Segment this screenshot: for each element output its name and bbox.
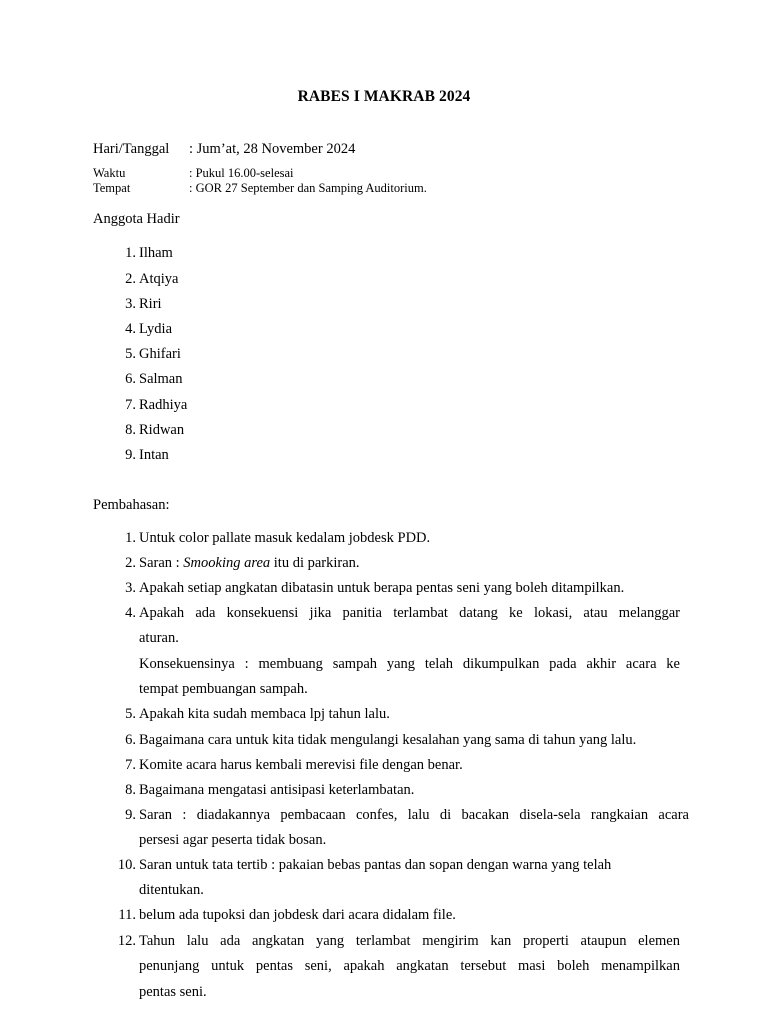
discussion-text-line: Saran : diadakannya pembacaan confes, lalu di bacakan disela-sela rangkaian acara [139, 807, 689, 823]
discussion-text-emphasis: Smooking area [183, 555, 271, 571]
discussion-text: belum ada tupoksi dan jobdesk dari acara didalam file. [139, 907, 456, 923]
attendees-heading: Anggota Hadir [93, 211, 180, 227]
meta-time-label: Waktu [93, 166, 126, 180]
list-item-number: 1. [125, 245, 136, 261]
document-title: RABES I MAKRAB 2024 [297, 88, 471, 105]
meta-place-value: : GOR 27 September dan Samping Auditorium. [189, 181, 427, 195]
meta-place-row [93, 181, 427, 196]
list-item-number: 2. [125, 555, 136, 571]
meta-date-label: Hari/Tanggal [93, 141, 170, 157]
meta-time-value: : Pukul 16.00-selesai [189, 166, 294, 180]
discussion-text-line: Konsekuensinya : membuang sampah yang telah dikumpulkan pada akhir acara ke [139, 656, 680, 672]
discussion-text: Bagaimana mengatasi antisipasi keterlambatan. [139, 782, 415, 798]
meta-date-row [93, 141, 355, 158]
list-item-number: 7. [125, 397, 136, 413]
discussion-text-line: tempat pembuangan sampah. [139, 681, 308, 697]
list-item-number: 7. [125, 757, 136, 773]
list-item-number: 9. [125, 447, 136, 463]
discussion-text-line: persesi agar peserta tidak bosan. [139, 832, 327, 848]
discussion-text: Saran untuk tata tertib : pakaian bebas pantas dan sopan dengan warna yang telah [139, 857, 612, 873]
list-item-number: 6. [125, 371, 136, 387]
attendee-name: Ghifari [139, 346, 181, 362]
list-item-number: 9. [125, 807, 136, 823]
list-item-number: 6. [125, 732, 136, 748]
attendee-name: Ridwan [139, 422, 185, 438]
list-item-number: 11. [118, 907, 136, 923]
discussion-text-line: Apakah ada konsekuensi jika panitia terlambat datang ke lokasi, atau melanggar [139, 605, 680, 621]
discussion-text: Untuk color pallate masuk kedalam jobdesk PDD. [139, 530, 431, 546]
discussion-text-line: pentas seni. [139, 984, 207, 1000]
list-item-number: 12. [117, 933, 136, 949]
meta-time-row [93, 166, 294, 181]
attendee-name: Atqiya [139, 271, 179, 287]
attendee-name: Salman [139, 371, 183, 387]
list-item-number: 10. [117, 857, 136, 873]
discussion-text: Komite acara harus kembali merevisi file dengan benar. [139, 757, 463, 773]
meta-date-value: : Jum’at, 28 November 2024 [189, 141, 356, 157]
discussion-heading: Pembahasan: [93, 497, 170, 513]
list-item-number: 3. [125, 580, 136, 596]
list-item-number: 8. [125, 782, 136, 798]
discussion-text-suffix: itu di parkiran. [270, 555, 360, 571]
meta-place-label: Tempat [93, 181, 131, 195]
list-item-number: 2. [125, 271, 136, 287]
attendee-name: Intan [139, 447, 169, 463]
list-item-number: 4. [125, 321, 136, 337]
attendee-name: Ilham [139, 245, 173, 261]
discussion-text: Apakah kita sudah membaca lpj tahun lalu. [139, 706, 390, 722]
discussion-text-line: aturan. [139, 630, 179, 646]
list-item-number: 8. [125, 422, 136, 438]
list-item-number: 5. [125, 346, 136, 362]
list-item-number: 3. [125, 296, 136, 312]
discussion-text-prefix: Saran : [139, 555, 184, 571]
attendee-name: Radhiya [139, 397, 188, 413]
discussion-text-line: ditentukan. [139, 882, 204, 898]
list-item-number: 1. [125, 530, 136, 546]
discussion-text: Apakah setiap angkatan dibatasin untuk berapa pentas seni yang boleh ditampilkan. [139, 580, 625, 596]
discussion-text-line: Tahun lalu ada angkatan yang terlambat mengirim kan properti ataupun elemen [139, 933, 680, 949]
discussion-text-line: penunjang untuk pentas seni, apakah angkatan tersebut masi boleh menampilkan [139, 958, 680, 974]
list-item-number: 5. [125, 706, 136, 722]
discussion-text [139, 555, 360, 572]
attendee-name: Lydia [139, 321, 173, 337]
discussion-text: Bagaimana cara untuk kita tidak mengulangi kesalahan yang sama di tahun yang lalu. [139, 732, 637, 748]
attendee-name: Riri [139, 296, 162, 312]
list-item-number: 4. [125, 605, 136, 621]
